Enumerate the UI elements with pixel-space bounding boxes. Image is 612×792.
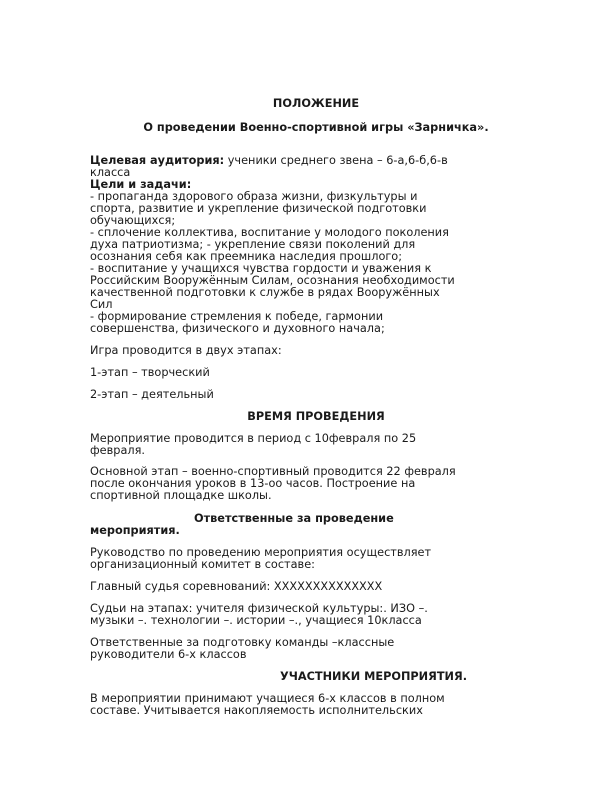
goals-line: качественной подготовки к службе в рядах Вооружённых	[90, 286, 440, 299]
document-subtitle: О проведении Военно-спортивной игры «Зарничка».	[143, 121, 489, 134]
judges-text: Судьи на этапах: учителя физической культуры:. ИЗО –.	[90, 602, 428, 615]
responsible-heading: Ответственные за проведение	[194, 512, 394, 525]
team-responsible-text: руководители 6-х классов	[90, 648, 247, 661]
goals-line: - сплочение коллектива, воспитание у молодого поколения	[90, 226, 449, 239]
document-title: ПОЛОЖЕНИЕ	[272, 97, 360, 110]
period-text: Мероприятие проводится в период с 10февраля по 25	[90, 432, 417, 445]
time-heading: ВРЕМЯ ПРОВЕДЕНИЯ	[247, 410, 385, 423]
participants-text: составе. Учитывается накопляемость исполнительских	[90, 704, 423, 717]
goals-line: Сил	[90, 298, 113, 311]
main-stage-text: после окончания уроков в 13-оо часов. Построение на	[90, 477, 416, 490]
main-stage-text: спортивной площадке школы.	[90, 489, 272, 502]
organizers-text: организационный комитет в составе:	[90, 558, 315, 571]
goals-line: - пропаганда здорового образа жизни, физкультуры и	[90, 190, 418, 203]
goals-line: совершенства, физического и духовного начала;	[90, 322, 385, 335]
participants-heading: УЧАСТНИКИ МЕРОПРИЯТИЯ.	[280, 670, 467, 683]
organizers-text: Руководство по проведению мероприятия осуществляет	[90, 546, 432, 559]
team-responsible-text: Ответственные за подготовку команды –классные	[90, 636, 395, 649]
stages-intro: Игра проводится в двух этапах:	[90, 344, 282, 357]
audience-line	[90, 155, 520, 167]
goals-line: - воспитание у учащихся чувства гордости и уважения к	[90, 262, 432, 275]
stage-1: 1-этап – творческий	[90, 366, 210, 379]
goals-line: обучающихся;	[90, 214, 176, 227]
audience-text: ученики среднего звена – 6-а,6-б,6-в	[224, 154, 448, 167]
goals-line: духа патриотизма; - укрепление связи поколений для	[90, 238, 416, 251]
goals-heading: Цели и задачи:	[90, 178, 192, 191]
audience-label: Целевая аудитория:	[90, 154, 225, 167]
main-stage-text: Основной этап – военно-спортивный проводится 22 февраля	[90, 465, 456, 478]
responsible-heading: мероприятия.	[90, 524, 180, 537]
goals-line: спорта, развитие и укрепление физической подготовки	[90, 202, 427, 215]
goals-line: осознания себя как преемника наследия прошлого;	[90, 250, 403, 263]
goals-line: - формирование стремления к победе, гармонии	[90, 310, 384, 323]
goals-line: Российским Вооружённым Силам, осознания необходимости	[90, 274, 455, 287]
judges-text: музыки –. технологии –. истории –., учащиеся 10класса	[90, 614, 422, 627]
chief-judge: Главный судья соревнований: ХХХХХХХХХХХХХХ	[90, 580, 383, 593]
stage-2: 2-этап – деятельный	[90, 388, 214, 401]
participants-text: В мероприятии принимают учащиеся 6-х классов в полном	[90, 692, 445, 705]
period-text: февраля.	[90, 444, 145, 457]
audience-continuation: класса	[90, 166, 131, 179]
